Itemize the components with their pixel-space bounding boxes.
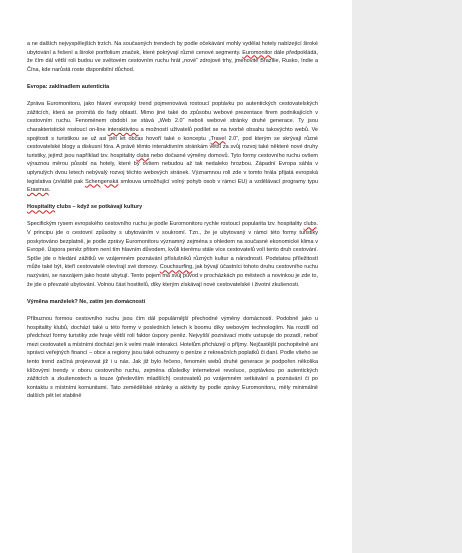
section-heading: Hospitality clubs – když se potkávají kultury <box>27 204 143 211</box>
workspace-background <box>352 0 462 553</box>
spellcheck-underline[interactable]: clubs <box>303 221 317 228</box>
section-heading: Výměna manželek? Ne, zatím jen domácností <box>27 298 146 305</box>
spellcheck-underline[interactable]: Schengenská <box>85 178 119 185</box>
spellcheck-underline[interactable]: Euromonitor <box>242 49 273 56</box>
spellcheck-underline[interactable]: Hospitality <box>27 204 56 211</box>
paragraph-home-exchange: Příbuznou formou cestovního ruchu jsou čím dál populárnější přechodné výměny domácností. Podobně jako u hospitality klubů, dochází také u této formy v posledních letech k boomu díky webovým technologiím. Na rozdíl od předchozí formy turistiky zde hraje větší roli faktor úspory peněz. Nejvyšší poznávací motiv ustupuje do pozadí, neboť mezi cestovateli a místními dochází jen k velmi malé interakci. Hotelům přicházejí o příjmy. Nejčastější pochopitelně ani správci veřejných financí – obce a regiony jsou také ochuzeny o peníze z rekreačních poplatků či daní. Podle všeho se tento trend začíná projevovat již i u nás. Jak již bylo řečeno, fenomén webů druhé generace je podpořen několika klíčovými trendy v oboru cestovního ruchu, zejména důsledky internetové revoluce, poptávkou po autentických zážitcích a zkušenostech a touze (především mladších) cestovatelů po vzájemném setkávání a poznávání či po kontaktu s místními komunitami. Tato zemědělské stránky a aktivity by podle zprávy Euromonitoru, měly minimálně dalších pět let stabilně <box>27 316 318 400</box>
spellcheck-underline[interactable]: interaktivitou <box>107 126 139 133</box>
spellcheck-underline[interactable]: Couchsurfing <box>159 264 193 271</box>
spellcheck-underline[interactable]: Travel <box>210 135 226 142</box>
spellcheck-underline[interactable]: Erasmus <box>27 187 49 194</box>
paragraph-hospitality-clubs: Specifickým rysem evropského cestovního ruchu je podle Euromonitoru rychle rostoucí popularita tzv. hospitality clubs. V principu jde o cestovní způsoby s ubytováním v soukromí. Tzn., že je ubytovaný v rámci této formy turistiky poskytováno bezplatně, je podle zprávy Euromonitoru významný zejména s ohledem na současné ekonomické klima v Evropě. Úspora peněz přitom není tím hlavním důvodem, kvůli kterému stále více cestovatelů volí tento druh cestování. Spíše jde o hledání zážitků ve vzájemném poznávání příslušníků různých kultur a národností. Podstatou příležitostí může také být, kteří cestovatelé otevírají své domovy. Couchsurfing, jak bývají účastníci tohoto druhu cestovního ruchu nazýváni, se navzájem jako hosté ubytují. Tento pojem má svůj původ v procházkách po městech a novinkou je zde to, že jde o převzaté ubytování. Volnou část hostitelů, díky kterým získávají nové cestovatelské i životní zkušenosti. <box>27 221 318 288</box>
paragraph-hotel-trends: a ne dalších nejvyspělejších trzích. Na současných trendech by podle očekávání mohly vydělat hotely nabízející široké ubytování a řešení a široké portfolium značek, které pokrývají různé cenové segmenty. Euromonitor dále předpokládá, že čím dál větší roli budou ve světovém cestovním ruchu hrát „nové“ zdrojové trhy, jmenovitě Brazílie, Rusko, Indie a Čína, kde narůstá roste disponibilní důchod. <box>27 41 318 73</box>
paragraph-europe-authenticity: Zpráva Euromonitoru, jako hlavní evropský trend pojmenovává rostoucí poptávku po autentických cestovatelských zážitcích, která se promítá do řady oblastí. Mimo jiné také do způsobu webové prezentace firem podnikajících v cestovním ruchu. Fenoménem období se stává „Web 2.0“ neboli webové stránky druhé generace. Ty jsou charakteristické rostoucí on-line interaktivitou a možností uživatelů podílet se na tvorbě obsahu takovýchto webů. Ve spojitosti s turistikou se už asi pět let občas hovoří také o konceptu „Travel 2.0“, pod kterým se skrývají různé cestovatelské blogy a diskusní fóra. A právě těmto interaktivním stránkám větší za svůj rozvoj také některé nové druhy turistiky, jejímž jsou například tzv. hospitality clubs nebo dočasné výměny domovů. Tyto formy cestovního ruchu ovšem výraznou měrou působí na hotely, které by ovšem nebudou až tak nedaleko hrozbou. Západní Evropa sáhla v uplynulých dvou letech nebývalý rozvoj těchto webových stránek. Významnou roli zde v tomto hrála přijatá evropská legislativa (zvláště pak Schengenská smlouva umožňující volný pohyb osob v rámci EU) a vzdělávací programy typu Erasmus. <box>27 101 318 194</box>
spellcheck-underline[interactable]: clubs <box>136 152 150 159</box>
section-heading: Evropa: zaklínadlem autenticita <box>27 83 110 90</box>
page-body <box>27 40 318 410</box>
